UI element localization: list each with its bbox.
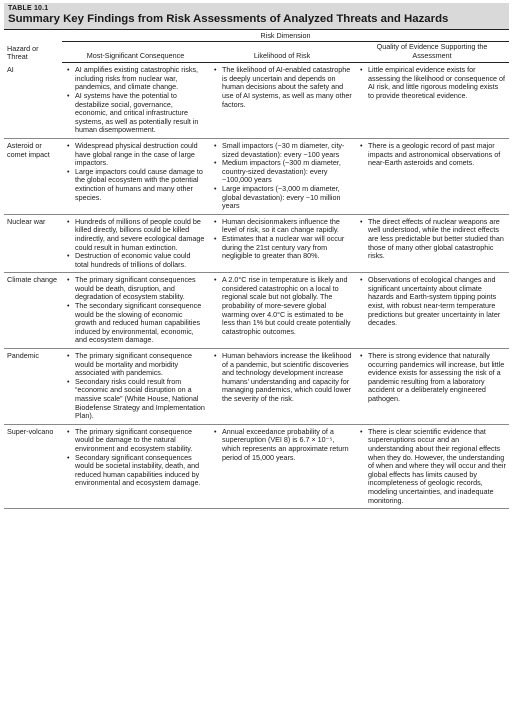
document-page	[4, 3, 509, 509]
header-hazard: Hazard or Threat	[7, 43, 39, 62]
evidence-cell	[355, 214, 509, 273]
table-row	[4, 349, 509, 425]
likelihood-cell	[209, 273, 355, 349]
findings-table-container	[4, 29, 509, 509]
bullet-item: • Hundreds of millions of people could be killed directly, billions could be killed indirectly, and severe ecological damage could result in human extinction.	[65, 218, 206, 252]
consequence-list	[65, 218, 206, 270]
evidence-cell	[355, 63, 509, 139]
bullet-item: • AI amplifies existing catastrophic risks, including risks from nuclear war, pandemics, and climate change.	[65, 66, 206, 92]
bullet-item: • Annual exceedance probability of a supereruption (VEI 8) is 6.7 × 10⁻⁵, which represents an approximate return period of 15,000 years.	[212, 428, 352, 462]
bullet-item: • There is clear scientific evidence that supereruptions occur and an understanding about their regional effects when they do. However, the understanding of when and where they will occur and their global effects has limits caused by incompleteness of geologic records, modeling uncertainties, and inadequate monitoring.	[358, 428, 506, 505]
table-label: TABLE 10.1	[4, 3, 509, 13]
bullet-item: • The likelihood of AI-enabled catastrophe is deeply uncertain and depends on human decisions about the safety and use of AI systems, as well as many other factors.	[212, 66, 352, 109]
bullet-item: • Little empirical evidence exists for assessing the likelihood or consequence of AI risk, and little rigorous modeling exists to provide theoretical evidence.	[358, 66, 506, 100]
evidence-cell	[355, 424, 509, 508]
hazard-cell: AI	[7, 64, 14, 74]
header-likelihood: Likelihood of Risk	[209, 42, 355, 63]
table-title: Summary Key Findings from Risk Assessments of Analyzed Threats and Hazards	[4, 13, 509, 29]
bullet-item: • Observations of ecological changes and significant uncertainty about climate hazards and Earth-system tipping points exist, with robust near-term temperature predictions but greater uncertainty in later decades.	[358, 276, 506, 328]
bullet-item: • Estimates that a nuclear war will occur during the 21st century vary from negligible to greater than 80%.	[212, 235, 352, 261]
bullet-item: • Small impactors (~30 m diameter, city-sized devastation): every ~100 years	[212, 142, 352, 159]
evidence-list	[358, 142, 506, 168]
bullet-item: • Medium impactors (~300 m diameter, country-sized devastation): every ~100,000 years	[212, 159, 352, 185]
bullet-item: • A 2.0°C rise in temperature is likely and considered catastrophic on a local to regional scale but not globally. The probability of more-severe global warming over 4.0°C is estimated to be less than 1% but could create potentially catastrophic outcomes.	[212, 276, 352, 336]
evidence-cell	[355, 138, 509, 214]
header-consequence: Most-Significant Consequence	[62, 42, 209, 63]
table-row	[4, 273, 509, 349]
consequence-list	[65, 428, 206, 488]
evidence-list	[358, 66, 506, 100]
bullet-item: • Secondary risks could result from “economic and social disruption on a massive scale” (White House, National Biodefense Strategy and Implementation Plan).	[65, 378, 206, 421]
consequence-cell	[62, 138, 209, 214]
bullet-item: • The primary significant consequences would be death, disruption, and degradation of ecosystem stability.	[65, 276, 206, 302]
hazard-cell: Super-volcano	[7, 426, 54, 436]
bullet-item: • The primary significant consequence would be damage to the natural environment and ecosystem stability.	[65, 428, 206, 454]
evidence-list	[358, 276, 506, 328]
consequence-cell	[62, 214, 209, 273]
likelihood-cell	[209, 63, 355, 139]
likelihood-list	[212, 66, 352, 109]
bullet-item: • Human behaviors increase the likelihood of a pandemic, but scientific discoveries and technology development increase humans’ understanding and capacity for managing pandemics, which could lower the severity of the risk.	[212, 352, 352, 404]
consequence-cell	[62, 273, 209, 349]
table-row	[4, 424, 509, 508]
likelihood-list	[212, 428, 352, 462]
likelihood-list	[212, 352, 352, 404]
bullet-item: • There is a geologic record of past major impacts and astronomical observations of near-Earth asteroids and comets.	[358, 142, 506, 168]
evidence-cell	[355, 349, 509, 425]
hazard-cell: Asteroid or comet impact	[7, 140, 50, 159]
bullet-item: • AI systems have the potential to destabilize social, governance, economic, and critical infrastructure systems, as well as potentially result in human disempowerment.	[65, 92, 206, 135]
table-row	[4, 63, 509, 139]
likelihood-cell	[209, 424, 355, 508]
bullet-item: • The primary significant consequence would be mortality and morbidity associated with pandemics.	[65, 352, 206, 378]
table-body	[4, 63, 509, 509]
header-evidence: Quality of Evidence Supporting the Assessment	[355, 42, 509, 63]
consequence-list	[65, 276, 206, 345]
evidence-list	[358, 352, 506, 404]
hazard-cell: Climate change	[7, 275, 57, 285]
likelihood-cell	[209, 214, 355, 273]
hazard-cell: Nuclear war	[7, 216, 46, 226]
findings-table	[4, 30, 509, 509]
bullet-item: • There is strong evidence that naturally occurring pandemics will increase, but little evidence exists for assessing the risk of a pandemic resulting from a laboratory accident or a deliberately engineered pathogen.	[358, 352, 506, 404]
bullet-item: • The direct effects of nuclear weapons are well understood, while the indirect effects are less predictable but better studied than those of many other global catastrophic risks.	[358, 218, 506, 261]
bullet-item: • Secondary significant consequences would be societal instability, death, and reduced human capabilities induced by environmental and ecosystem damage.	[65, 454, 206, 488]
table-row	[4, 138, 509, 214]
consequence-cell	[62, 349, 209, 425]
likelihood-list	[212, 276, 352, 336]
bullet-item: • The secondary significant consequence would be the slowing of economic growth and reduced human capabilities induced by environmental, economic, and ecosystem damage.	[65, 302, 206, 345]
evidence-list	[358, 428, 506, 505]
table-row	[4, 214, 509, 273]
likelihood-cell	[209, 138, 355, 214]
bullet-item: • Human decisionmakers influence the level of risk, so it can change rapidly.	[212, 218, 352, 235]
bullet-item: • Large impactors could cause damage to the global ecosystem with the potential extinction of humans and many other species.	[65, 168, 206, 202]
likelihood-list	[212, 218, 352, 261]
consequence-list	[65, 142, 206, 202]
hazard-cell: Pandemic	[7, 351, 39, 361]
table-header	[4, 30, 509, 63]
bullet-item: • Destruction of economic value could total hundreds of trillions of dollars.	[65, 252, 206, 269]
evidence-cell	[355, 273, 509, 349]
likelihood-cell	[209, 349, 355, 425]
consequence-list	[65, 352, 206, 421]
bullet-item: • Large impactors (~3,000 m diameter, global devastation): every ~10 million years	[212, 185, 352, 211]
header-risk-dimension: Risk Dimension	[62, 30, 509, 42]
consequence-cell	[62, 63, 209, 139]
evidence-list	[358, 218, 506, 261]
bullet-item: • Widespread physical destruction could have global range in the case of large impactors.	[65, 142, 206, 168]
consequence-list	[65, 66, 206, 135]
likelihood-list	[212, 142, 352, 211]
consequence-cell	[62, 424, 209, 508]
